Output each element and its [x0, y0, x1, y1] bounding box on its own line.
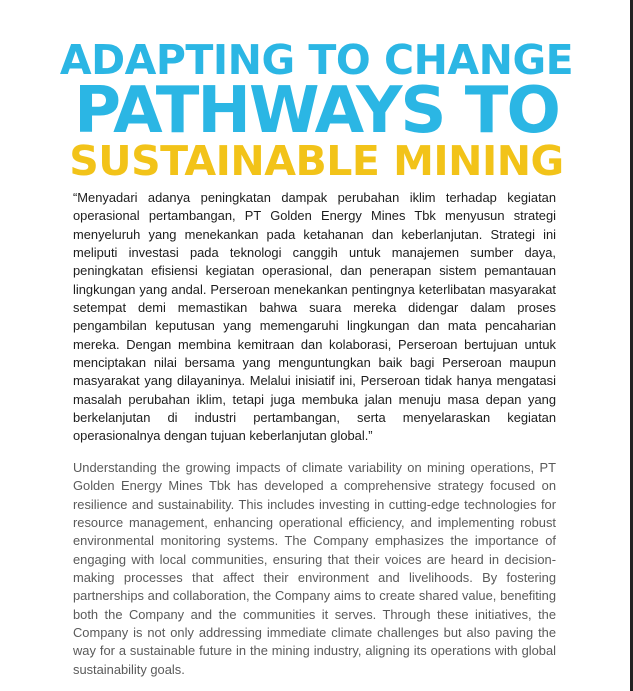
heading-line-2: PATHWAYS TO	[74, 74, 559, 148]
heading-line-3: SUSTAINABLE MINING	[69, 137, 564, 185]
indonesian-quote-paragraph: “Menyadari adanya peningkatan dampak perubahan iklim terhadap kegiatan operasional pertambangan, PT Golden Energy Mines Tbk menyusun strategi menyeluruh yang menekankan pada ketahanan dan keberlanjutan. Strategi ini meliputi investasi pada teknologi canggih untuk manajemen sumber daya, peningkatan efisiensi kegiatan operasional, dan penerapan sistem pemantauan lingkungan yang andal. Perseroan menekankan pentingnya keterlibatan masyarakat setempat demi memastikan bahwa suara mereka didengar dalam proses pengambilan keputusan yang memengaruhi lingkungan dan mata pencaharian mereka. Dengan membina kemitraan dan kolaborasi, Perseroan bertujuan untuk menciptakan nilai bersama yang menguntungkan baik bagi Perseroan maupun masyarakat yang dilayaninya. Melalui inisiatif ini, Perseroan tidak hanya mengatasi masalah perubahan iklim, tetapi juga membuka jalan menuju masa depan yang berkelanjutan di industri pertambangan, serta menyelaraskan kegiatan operasionalnya dengan tujuan keberlanjutan global.”	[73, 190, 556, 444]
english-paragraph: Understanding the growing impacts of climate variability on mining operations, PT Golden Energy Mines Tbk has developed a comprehensive strategy focused on resilience and sustainability. This includes investing in cutting-edge technologies for resource management, enhancing operational efficiency, and implementing robust environmental monitoring systems. The Company emphasizes the importance of engaging with local communities, ensuring that their voices are heard in decision-making processes that affect their environment and livelihoods. By fostering partnerships and collaboration, the Company aims to create shared value, benefiting both the Company and the communities it serves. Through these initiatives, the Company is not only addressing immediate climate challenges but also paving the way for a sustainable future in the mining industry, aligning its operations with global sustainability goals.	[73, 460, 556, 677]
heading-line-1: ADAPTING TO CHANGE	[59, 36, 574, 84]
